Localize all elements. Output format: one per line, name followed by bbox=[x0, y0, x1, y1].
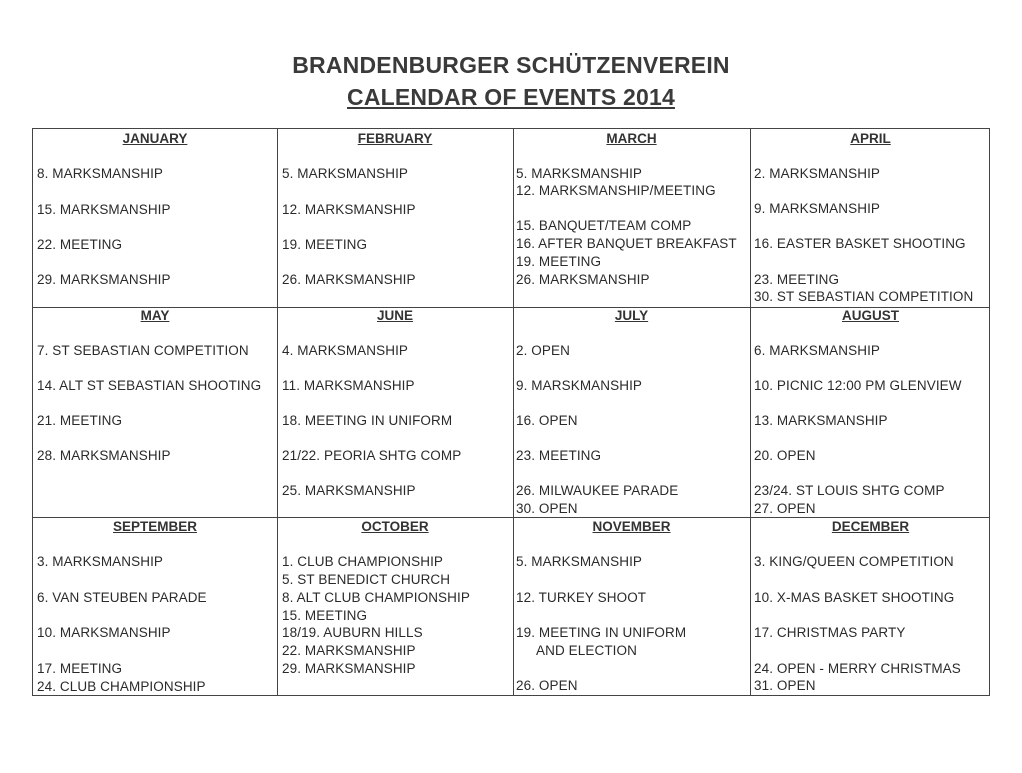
event-item: 22. MARKSMANSHIP bbox=[282, 643, 416, 658]
event-item: 26. MARKSMANSHIP bbox=[516, 272, 650, 287]
month-header-november: NOVEMBER bbox=[592, 519, 671, 534]
event-item: 14. ALT ST SEBASTIAN SHOOTING bbox=[37, 378, 262, 393]
event-item: 1. CLUB CHAMPIONSHIP bbox=[282, 554, 444, 569]
event-item: 6. VAN STEUBEN PARADE bbox=[37, 590, 207, 605]
event-item: 17. CHRISTMAS PARTY bbox=[754, 625, 906, 640]
month-header-march: MARCH bbox=[606, 131, 657, 146]
event-item: 12. TURKEY SHOOT bbox=[516, 590, 647, 605]
event-item: 10. X-MAS BASKET SHOOTING bbox=[754, 590, 955, 605]
event-item: 15. BANQUET/TEAM COMP bbox=[516, 218, 692, 233]
event-item: 20. OPEN bbox=[754, 448, 816, 463]
month-header-january: JANUARY bbox=[122, 131, 188, 146]
event-item: 16. OPEN bbox=[516, 413, 578, 428]
event-item: 18. MEETING IN UNIFORM bbox=[282, 413, 453, 428]
event-item: 12. MARKSMANSHIP/MEETING bbox=[516, 183, 716, 198]
event-item: 8. ALT CLUB CHAMPIONSHIP bbox=[282, 590, 470, 605]
month-header-may: MAY bbox=[140, 308, 170, 323]
row-divider bbox=[33, 517, 989, 518]
column-divider bbox=[513, 129, 514, 695]
month-header-july: JULY bbox=[614, 308, 649, 323]
event-item: 18/19. AUBURN HILLS bbox=[282, 625, 423, 640]
event-item: 4. MARKSMANSHIP bbox=[282, 343, 409, 358]
event-item: AND ELECTION bbox=[536, 643, 637, 658]
event-item: 9. MARSKMANSHIP bbox=[516, 378, 643, 393]
event-item: 5. MARKSMANSHIP bbox=[516, 554, 643, 569]
month-header-october: OCTOBER bbox=[361, 519, 429, 534]
event-item: 17. MEETING bbox=[37, 661, 123, 676]
event-item: 25. MARKSMANSHIP bbox=[282, 483, 416, 498]
event-item: 3. KING/QUEEN COMPETITION bbox=[754, 554, 954, 569]
event-item: 28. MARKSMANSHIP bbox=[37, 448, 171, 463]
event-item: 2. OPEN bbox=[516, 343, 570, 358]
month-header-april: APRIL bbox=[850, 131, 891, 146]
event-item: 10. MARKSMANSHIP bbox=[37, 625, 171, 640]
event-item: 11. MARKSMANSHIP bbox=[282, 378, 415, 393]
event-item: 2. MARKSMANSHIP bbox=[754, 166, 881, 181]
event-item: 30. OPEN bbox=[516, 501, 578, 516]
event-item: 8. MARKSMANSHIP bbox=[37, 166, 164, 181]
event-item: 26. OPEN bbox=[516, 678, 578, 693]
event-item: 15. MEETING bbox=[282, 608, 368, 623]
event-item: 19. MEETING bbox=[282, 237, 368, 252]
page-title: BRANDENBURGER SCHÜTZENVEREIN bbox=[292, 52, 730, 78]
event-item: 13. MARKSMANSHIP bbox=[754, 413, 888, 428]
event-item: 24. OPEN - MERRY CHRISTMAS bbox=[754, 661, 961, 676]
event-item: 22. MEETING bbox=[37, 237, 123, 252]
month-header-august: AUGUST bbox=[842, 308, 899, 323]
event-item: 10. PICNIC 12:00 PM GLENVIEW bbox=[754, 378, 962, 393]
event-item: 5. MARKSMANSHIP bbox=[516, 166, 643, 181]
month-header-september: SEPTEMBER bbox=[112, 519, 197, 534]
month-header-february: FEBRUARY bbox=[357, 131, 433, 146]
event-item: 15. MARKSMANSHIP bbox=[37, 202, 171, 217]
event-item: 23/24. ST LOUIS SHTG COMP bbox=[754, 483, 945, 498]
event-item: 19. MEETING bbox=[516, 254, 602, 269]
event-item: 23. MEETING bbox=[516, 448, 602, 463]
event-item: 3. MARKSMANSHIP bbox=[37, 554, 164, 569]
event-item: 23. MEETING bbox=[754, 272, 840, 287]
event-item: 30. ST SEBASTIAN COMPETITION bbox=[754, 289, 974, 304]
event-item: 29. MARKSMANSHIP bbox=[37, 272, 171, 287]
month-header-june: JUNE bbox=[376, 308, 413, 323]
event-item: 26. MARKSMANSHIP bbox=[282, 272, 416, 287]
month-header-december: DECEMBER bbox=[831, 519, 910, 534]
event-item: 24. CLUB CHAMPIONSHIP bbox=[37, 679, 206, 694]
column-divider bbox=[277, 129, 278, 695]
event-item: 26. MILWAUKEE PARADE bbox=[516, 483, 679, 498]
event-item: 21/22. PEORIA SHTG COMP bbox=[282, 448, 462, 463]
event-item: 27. OPEN bbox=[754, 501, 816, 516]
event-item: 6. MARKSMANSHIP bbox=[754, 343, 881, 358]
page-subtitle: CALENDAR OF EVENTS 2014 bbox=[347, 84, 675, 110]
event-item: 12. MARKSMANSHIP bbox=[282, 202, 416, 217]
event-item: 31. OPEN bbox=[754, 678, 816, 693]
event-item: 16. AFTER BANQUET BREAKFAST bbox=[516, 236, 737, 251]
event-item: 5. ST BENEDICT CHURCH bbox=[282, 572, 451, 587]
event-item: 5. MARKSMANSHIP bbox=[282, 166, 409, 181]
event-item: 16. EASTER BASKET SHOOTING bbox=[754, 236, 966, 251]
event-item: 29. MARKSMANSHIP bbox=[282, 661, 416, 676]
event-item: 9. MARKSMANSHIP bbox=[754, 201, 881, 216]
event-item: 19. MEETING IN UNIFORM bbox=[516, 625, 687, 640]
event-item: 7. ST SEBASTIAN COMPETITION bbox=[37, 343, 249, 358]
event-item: 21. MEETING bbox=[37, 413, 123, 428]
calendar-grid bbox=[32, 128, 990, 696]
column-divider bbox=[750, 129, 751, 695]
